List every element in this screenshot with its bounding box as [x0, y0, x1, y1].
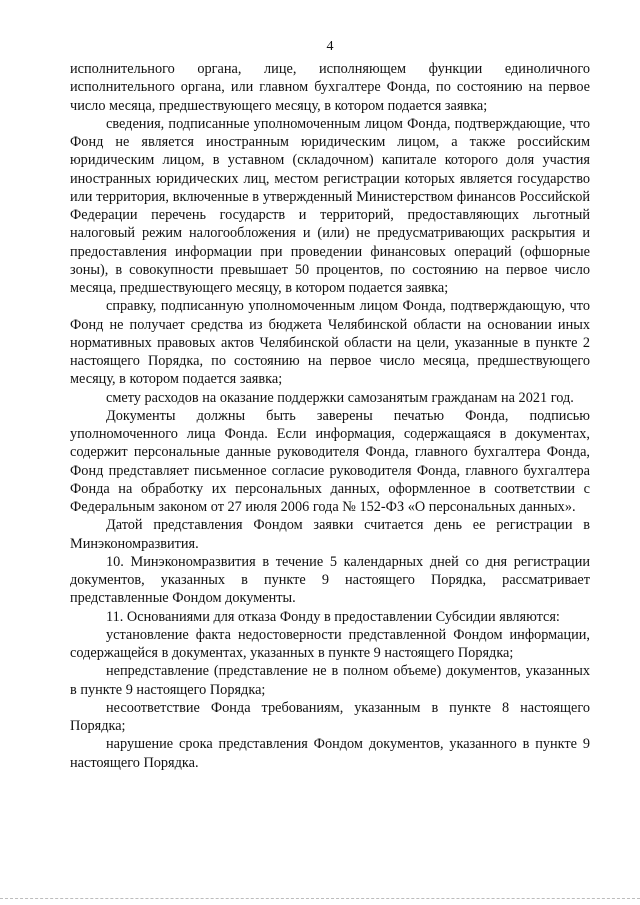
paragraph-refusal-false-info: установление факта недостоверности представленной Фондом информации, содержащейся в документах, указанных в пункте 9 настоящего Порядка;: [70, 626, 590, 661]
paragraph-clause-11: 11. Основаниями для отказа Фонду в предоставлении Субсидии являются:: [106, 608, 560, 625]
paragraph-continuation-chief-accountant: исполнительного органа, лице, исполняющем функции единоличного исполнительного органа, или главном бухгалтере Фонда, по состоянию на первое число месяца, предшествующего месяцу, в котором подается заявка;: [70, 61, 590, 114]
paragraph-submission-date: Датой представления Фондом заявки считается день ее регистрации в Минэкономразвития.: [70, 517, 590, 552]
paragraph-foreign-entity-statement: сведения, подписанные уполномоченным лицом Фонда, подтверждающие, что Фонд не является иностранным юридическим лицом, а также российским юридическим лицом, в уставном (складочном) капитале которого доля участия иностранных юридических лиц, местом регистрации которых является государство или территория, включенные в утвержденный Министерством финансов Российской Федерации перечень государств и территорий, предоставляющих льготный налоговый режим налогообложения и (или) не предусматривающих раскрытия и предоставления информации при проведении финансовых операций (офшорные зоны), в совокупности превышает 50 процентов, по состоянию на первое число месяца, предшествующего месяцу, в котором подается заявка;: [70, 115, 590, 296]
paragraph-refusal-incomplete-docs: непредставление (представление не в полном объеме) документов, указанных в пункте 9 настоящего Порядка;: [70, 663, 590, 698]
paragraph-budget-funds-certificate: справку, подписанную уполномоченным лицом Фонда, подтверждающую, что Фонд не получает средства из бюджета Челябинской области на основании иных нормативных правовых актов Челябинской области на цели, указанные в пункте 2 настоящего Порядка, по состоянию на первое число месяца, предшествующего месяцу, в котором подается заявка;: [70, 298, 590, 388]
page-number: 4: [326, 39, 334, 54]
bottom-divider: [0, 898, 640, 899]
paragraph-expense-estimate: смету расходов на оказание поддержки самозанятым гражданам на 2021 год.: [106, 389, 574, 406]
paragraph-refusal-noncompliance: несоответствие Фонда требованиям, указанным в пункте 8 настоящего Порядка;: [70, 699, 590, 734]
paragraph-clause-10: 10. Минэкономразвития в течение 5 календарных дней со дня регистрации документов, указанных в пункте 9 настоящего Порядка, рассматривает представленные Фондом документы.: [70, 553, 590, 607]
paragraph-document-certification: Документы должны быть заверены печатью Фонда, подписью уполномоченного лица Фонда. Если информация, содержащаяся в документах, содержит персональные данные руководителя Фонда, главного бухгалтера Фонда, Фонд представляет письменное согласие руководителя Фонда, главного бухгалтера Фонда на обработку их персональных данных, оформленное в соответствии с Федеральным законом от 27 июля 2006 года № 152-ФЗ «О персональных данных».: [70, 407, 590, 515]
paragraph-refusal-deadline: нарушение срока представления Фондом документов, указанного в пункте 9 настоящего Порядка.: [70, 736, 590, 771]
